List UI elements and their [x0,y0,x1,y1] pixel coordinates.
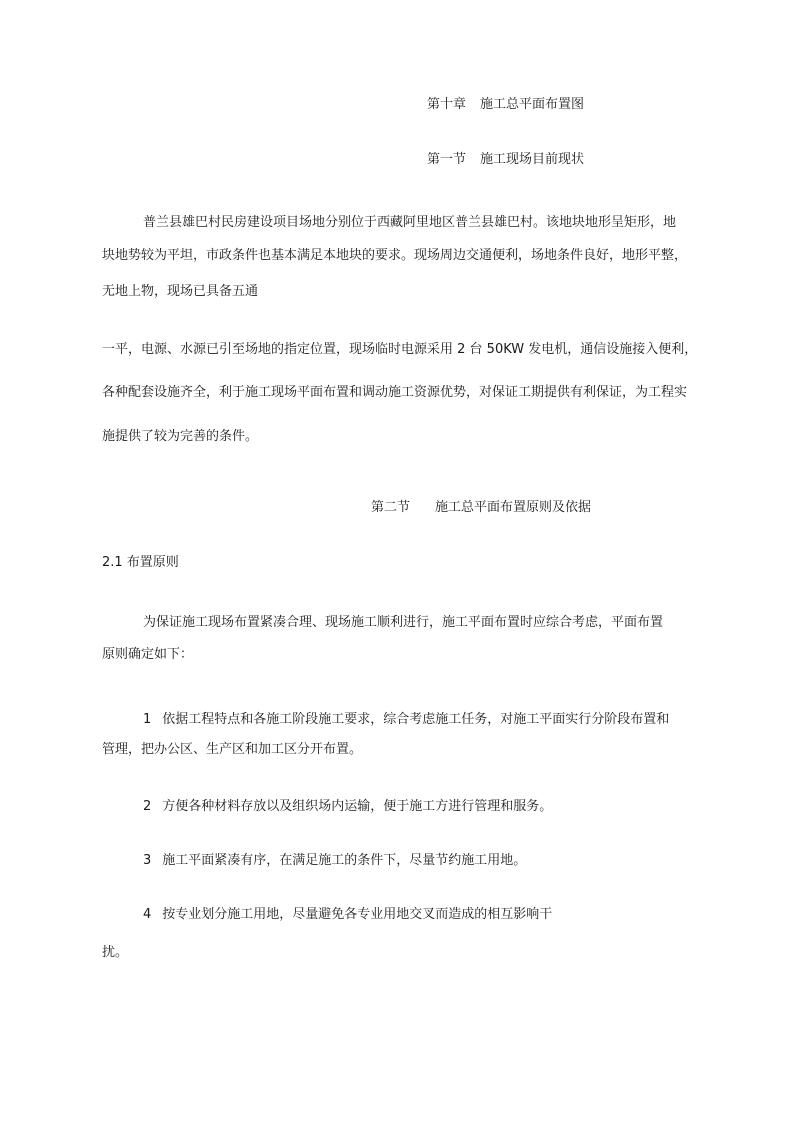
list-item-4-number: 4 [143,907,152,922]
list-item-3-number: 3 [143,853,152,868]
section-1-line-6: 施提供了较为完善的条件。 [102,429,259,444]
list-item-1 [143,711,669,729]
list-item-3-text: 施工平面紧凑有序，在满足施工的条件下，尽量节约施工用地。 [162,853,527,868]
section-2-number: 第二节 [371,500,411,515]
section-1-line-2: 块地势较为平坦，市政条件也基本满足本地块的要求。现场周边交通便利，场地条件良好，地形平整， [102,248,688,263]
section-2-title: 施工总平面布置原则及依据 [435,500,592,515]
intro-line-2: 原则确定如下： [102,647,194,662]
list-item-1-number: 1 [143,712,152,727]
chapter-number: 第十章 [427,97,467,112]
section-1-line-5: 各种配套设施齐全，利于施工现场平面布置和调动施工资源优势，对保证工期提供有利保证，为工程实 [102,385,688,400]
list-item-2 [143,798,552,816]
sub-heading-2-1: 2.1 布置原则 [102,555,179,570]
list-item-4 [143,906,552,924]
section-1-title: 施工现场目前现状 [480,152,585,167]
list-item-4-continuation: 扰。 [102,945,129,960]
chapter-heading [427,96,584,114]
chapter-title: 施工总平面布置图 [480,97,585,112]
list-item-2-number: 2 [143,799,152,814]
section-1-line-4: 一平，电源、水源已引至场地的指定位置，现场临时电源采用 2 台 50KW 发电机，通信设施接入便利， [102,342,698,357]
intro-line-1: 为保证施工现场布置紧凑合理、现场施工顺利进行，施工平面布置时应综合考虑，平面布置 [143,615,664,630]
section-1-heading [427,151,584,169]
list-item-1-continuation: 管理，把办公区、生产区和加工区分开布置。 [102,742,363,757]
section-1-line-1: 普兰县雄巴村民房建设项目场地分别位于西藏阿里地区普兰县雄巴村。该地块地形呈矩形，地 [143,215,677,230]
section-2-heading [371,499,591,517]
list-item-4-text: 按专业划分施工用地，尽量避免各专业用地交叉而造成的相互影响干 [162,907,553,922]
section-1-number: 第一节 [427,152,467,167]
list-item-3 [143,852,526,870]
section-1-line-3: 无地上物，现场已具备五通 [102,284,259,299]
list-item-2-text: 方便各种材料存放以及组织场内运输，便于施工方进行管理和服务。 [162,799,553,814]
list-item-1-text: 依据工程特点和各施工阶段施工要求，综合考虑施工任务，对施工平面实行分阶段布置和 [162,712,670,727]
